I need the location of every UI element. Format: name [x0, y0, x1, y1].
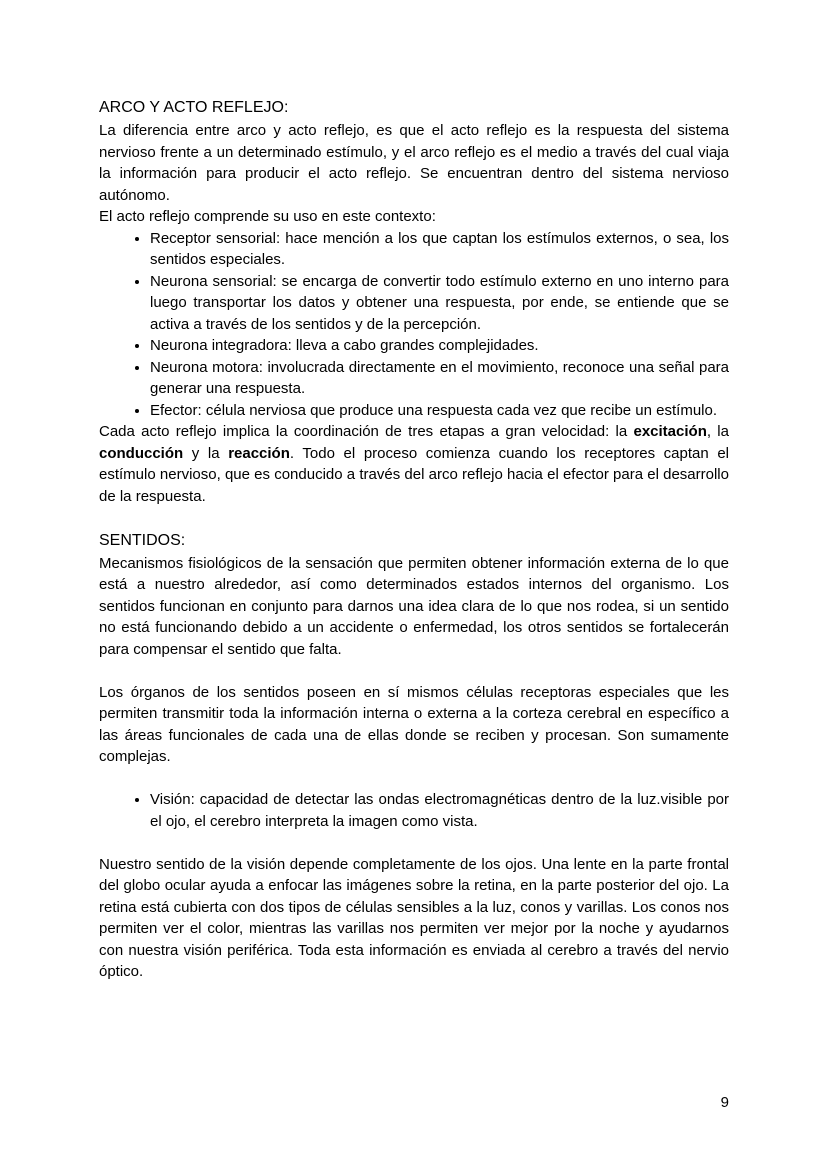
- paragraph-arco-closing: [99, 421, 729, 507]
- paragraph-vision-detalle: Nuestro sentido de la visión depende completamente de los ojos. Una lente en la parte frontal del globo ocular ayuda a enfocar las imágenes sobre la retina, en la parte posterior del ojo. La retina está cubierta con dos tipos de células sensibles a la luz, conos y varillas. Los conos nos permiten ver el color, mientras las varillas nos permiten ver mejor por la noche y ayudarnos con nuestra visión periférica. Toda esta información es enviada al cerebro a través del nervio óptico.: [99, 855, 729, 980]
- closing-text-segment: . Todo el proceso comienza cuando los receptores captan el estímulo nervioso, que es conducido a través del arco reflejo hacia el efector para el desarrollo de la respuesta.: [99, 444, 729, 505]
- closing-text-segment: , la: [706, 423, 729, 440]
- bold-word-excitacion: excitación: [633, 423, 707, 440]
- arco-bullet-list: [99, 228, 729, 422]
- list-item-neurona-integradora: • Neurona integradora: lleva a cabo grandes complejidades.: [150, 335, 729, 357]
- blank-line: [99, 832, 729, 854]
- list-item-neurona-sensorial: • Neurona sensorial: se encarga de convertir todo estímulo externo en uno interno para luego transportar los datos y obtener una respuesta, por ende, se entiende que se activa a través de los sentidos y de la percepción.: [150, 271, 729, 336]
- section-heading-arco-y-acto-reflejo: ARCO Y ACTO REFLEJO:: [99, 99, 289, 116]
- bold-word-conduccion: conducción: [99, 444, 184, 462]
- list-item-neurona-motora: • Neurona motora: involucrada directamente en el movimiento, reconoce una señal para generar una respuesta.: [150, 357, 729, 400]
- document-content: [99, 96, 729, 983]
- paragraph-organos-sentidos: Los órganos de los sentidos poseen en sí mismos células receptoras especiales que les permiten transmitir toda la información interna o externa a la corteza cerebral en específico a las áreas funcionales de cada una de ellas donde se reciben y procesan. Son sumamente complejas.: [99, 683, 729, 765]
- bold-word-reaccion: reacción: [228, 444, 290, 462]
- list-item-vision: • Visión: capacidad de detectar las ondas electromagnéticas dentro de la luz.visible por el ojo, el cerebro interpreta la imagen como vista.: [150, 789, 729, 832]
- section-heading-sentidos: SENTIDOS:: [99, 531, 186, 549]
- blank-line: [99, 768, 729, 790]
- paragraph-arco-intro: La diferencia entre arco y acto reflejo, es que el acto reflejo es la respuesta del sistema nervioso frente a un determinado estímulo, y el arco reflejo es el medio a través del cual viaja la información para producir el acto reflejo. Se encuentran dentro del sistema nervioso autónomo.: [99, 122, 729, 204]
- page-footer: [99, 1092, 729, 1114]
- sentidos-bullet-list: [99, 789, 729, 832]
- paragraph-arco-context: El acto reflejo comprende su uso en este contexto:: [99, 208, 436, 225]
- blank-line: [99, 507, 729, 529]
- list-item-receptor-sensorial: • Receptor sensorial: hace mención a los que captan los estímulos externos, o sea, los sentidos especiales.: [150, 228, 729, 271]
- closing-text-segment: y la: [183, 444, 229, 462]
- paragraph-sentidos-intro: Mecanismos fisiológicos de la sensación que permiten obtener información externa de lo que está a nuestro alrededor, así como determinados estados internos del organismo. Los sentidos funcionan en conjunto para darnos una idea clara de lo que nos rodea, si un sentido no está funcionando debido a un accidente o enfermedad, los otros sentidos se fortalecerán para compensar el sentido que falta.: [99, 554, 729, 658]
- page-number: 9: [720, 1094, 729, 1111]
- blank-line: [99, 660, 729, 682]
- closing-text-segment: Cada acto reflejo implica la coordinación de tres etapas a gran velocidad: la: [99, 423, 634, 440]
- list-item-efector: • Efector: célula nerviosa que produce una respuesta cada vez que recibe un estímulo.: [150, 400, 729, 422]
